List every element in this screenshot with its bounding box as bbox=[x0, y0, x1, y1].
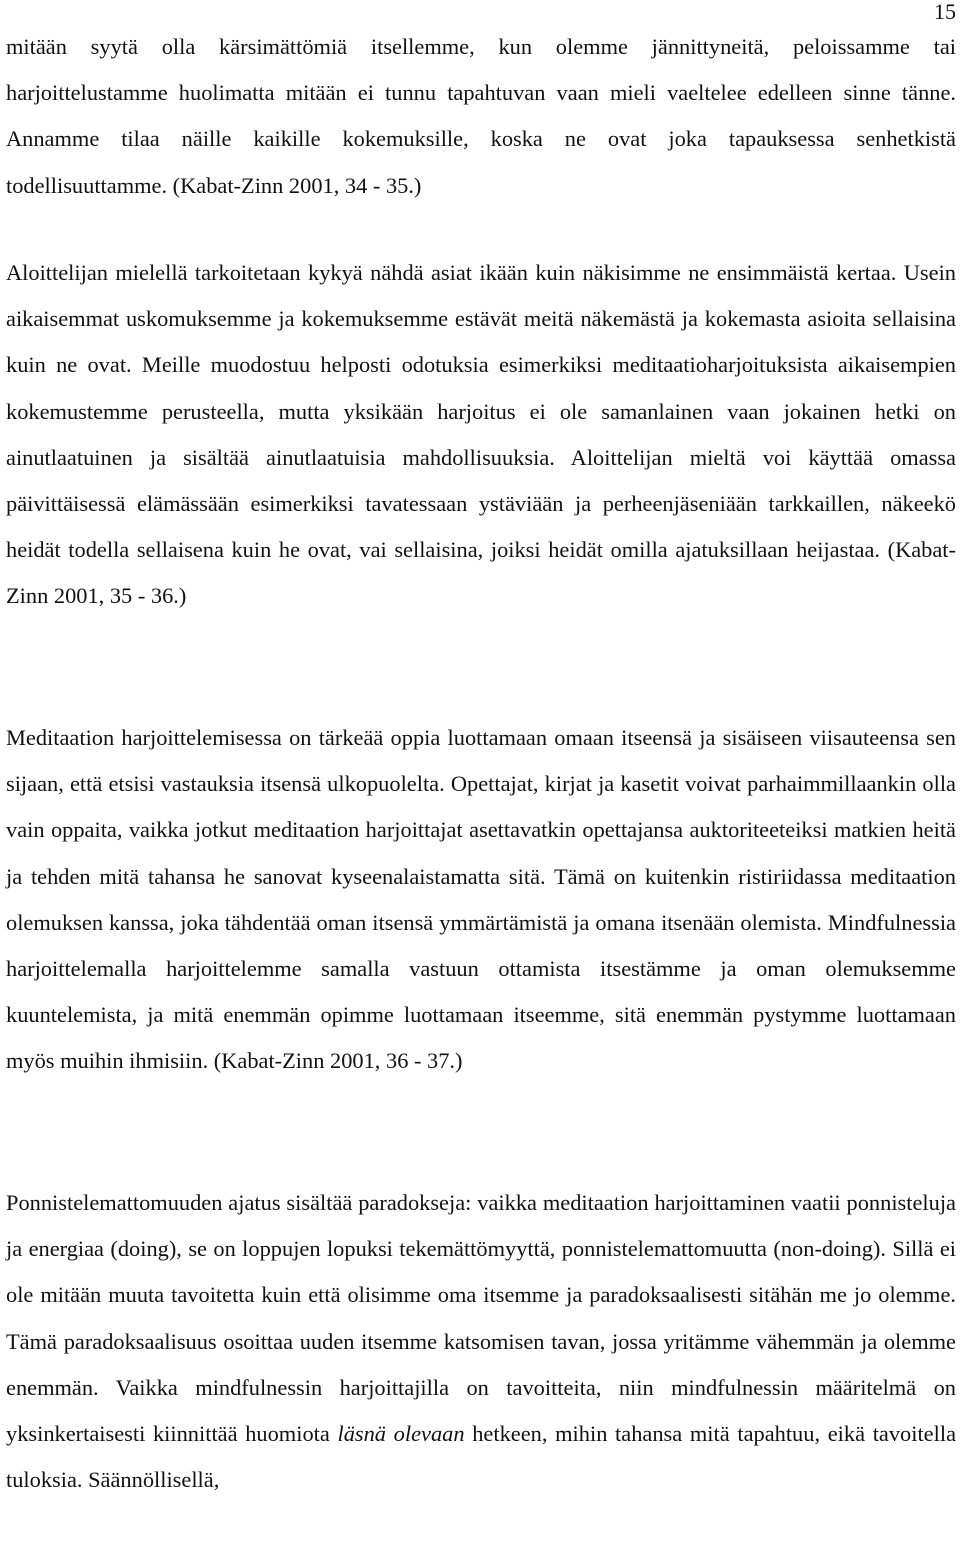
paragraph-3: Meditaation harjoittelemisessa on tärkeää oppia luottamaan omaan itseensä ja sisäiseen viisauteensa sen sijaan, että etsisi vastauksia itsensä ulkopuolelta. Opettajat, kirjat ja kasetit voivat parhaimmillaankin olla vain oppaita, vaikka jotkut meditaation harjoittajat asettavatkin opettajansa auktoriteeteiksi matkien heitä ja tehden mitä tahansa he sanovat kyseenalaistamatta sitä. Tämä on kuitenkin ristiriidassa meditaation olemuksen kanssa, joka tähdentää oman itsensä ymmärtämistä ja omana itsenään olemista. Mindfulnessia harjoittelemalla harjoittelemme samalla vastuun ottamista itsestämme ja oman olemuksemme kuuntelemista, ja mitä enemmän opimme luottamaan itseemme, sitä enemmän pystymme luottamaan myös muihin ihmisiin. (Kabat-Zinn 2001, 36 - 37.) bbox=[6, 725, 956, 1074]
page-number: 15 bbox=[934, 0, 956, 24]
paragraph-4 bbox=[6, 1180, 956, 1503]
paragraph-4-text-end: hetkeen, mihin tahansa mitä tapahtuu, eikä tavoitella tuloksia. Säännöllisellä, bbox=[6, 1421, 957, 1493]
paragraph-4-text-start: Ponnistelemattomuuden ajatus sisältää paradokseja: vaikka meditaation harjoittaminen vaatii ponnisteluja ja energiaa (doing), se on loppujen lopuksi tekemättömyyttä, ponnistelemattomuutta (non-doing). Sillä ei ole mitään muuta tavoitetta kuin että olisimme oma itsemme ja paradoksaalisesti sitähän me jo olemme. Tämä paradoksaalisuus osoittaa uuden itsemme katsomisen tavan, jossa yritämme vähemmän ja olemme enemmän. Vaikka mindfulnessin harjoittajilla on tavoitteita, niin mindfulnessin määritelmä on yksinkertaisesti kiinnittää huomiota bbox=[6, 1190, 956, 1447]
emphasized-phrase: läsnä olevaan bbox=[337, 1421, 465, 1447]
paragraph-1: mitään syytä olla kärsimättömiä itsellemme, kun olemme jännittyneitä, peloissamme tai harjoittelustamme huolimatta mitään ei tunnu tapahtuvan vaan mieli vaeltelee edelleen sinne tänne. Annamme tilaa näille kaikille kokemuksille, koska ne ovat joka tapauksessa senhetkistä todellisuuttamme. (Kabat-Zinn 2001, 34 - 35.) bbox=[6, 34, 956, 198]
paragraph-2: Aloittelijan mielellä tarkoitetaan kykyä nähdä asiat ikään kuin näkisimme ne ensimmäistä kertaa. Usein aikaisemmat uskomuksemme ja kokemuksemme estävät meitä näkemästä ja kokemasta asioita sellaisina kuin ne ovat. Meille muodostuu helposti odotuksia esimerkiksi meditaatioharjoituksista aikaisempien kokemustemme perusteella, mutta yksikään harjoitus ei ole samanlainen vaan jokainen hetki on ainutlaatuinen ja sisältää ainutlaatuisia mahdollisuuksia. Aloittelijan mieltä voi käyttää omassa päivittäisessä elämässään esimerkiksi tavatessaan ystäviään ja perheenjäseniään tarkkaillen, näkeekö heidät todella sellaisena kuin he ovat, vai sellaisina, joiksi heidät omilla ajatuksillaan heijastaa. (Kabat-Zinn 2001, 35 - 36.) bbox=[6, 260, 956, 609]
